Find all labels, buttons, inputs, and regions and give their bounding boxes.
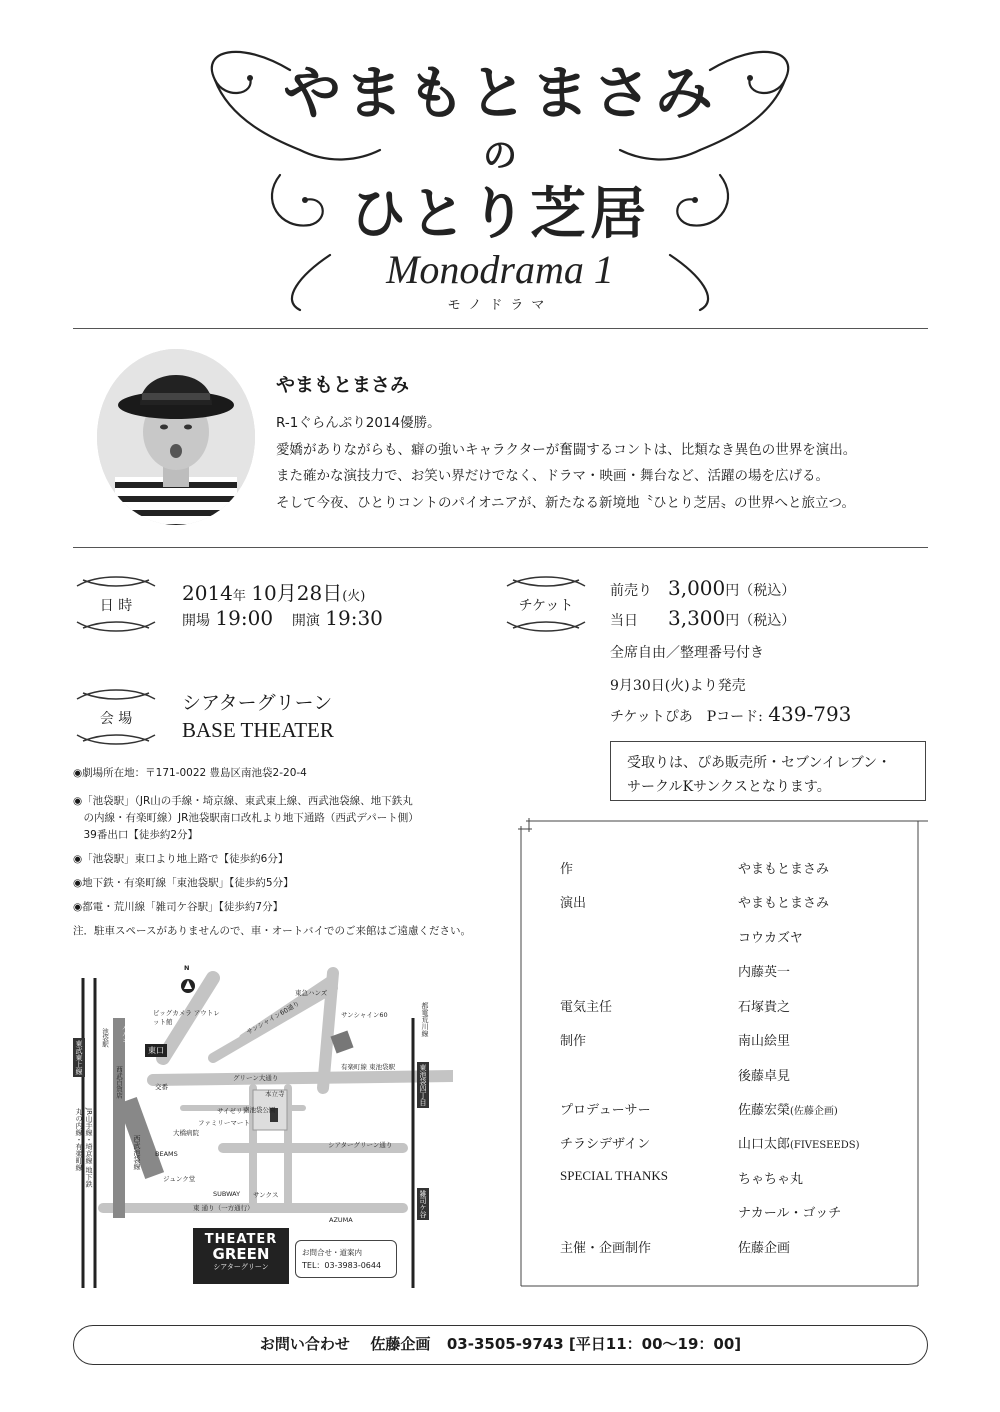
map-higashi-ikebukuro: 有楽町線 東池袋駅 [341,1063,396,1071]
map-higashi-4: 東池袋四丁目 [419,1064,427,1106]
date-day: (火) [342,589,366,604]
access-line-2: ◉「池袋駅」（JR山の手線・埼京線、東武東上線、西武池袋線、地下鉄丸 [73,795,413,807]
label-ticket-text: チケット [518,598,574,614]
map-jr-lines: JR山手線・埼京線 地下鉄丸の内線・有楽町線 [75,1108,93,1188]
map-contact-box [295,1240,397,1278]
divider-middle [73,547,928,548]
ticket-door [610,606,795,630]
footer-label: お問い合わせ [259,1335,350,1353]
map-east-exit: 東口 [145,1044,167,1057]
ticket-release: 9月30日(火)より発売 [610,678,746,694]
advance-label: 前売り [610,583,652,599]
map-toden: 都電荒川線 [421,1002,429,1037]
title-line-2: の [483,136,517,176]
footer-contact [73,1325,928,1365]
credit-name-5: 石塚貴之 [738,1000,791,1015]
date-year-unit: 年 [232,589,246,604]
credit-name-9-text: 山口太郎 [738,1137,791,1152]
credit-role-8: プロデューサー [560,1103,651,1118]
open-label: 開場 [182,613,210,629]
access-line-5: ◉「池袋駅」東口より地上路で【徒歩約6分】 [73,853,289,865]
map-seibu-line: 西武池袋線 [133,1135,141,1170]
bio-line-4: そして今夜、ひとりコントのパイオニアが、新たなる新境地〝ひとり芝居〟の世界へと旅立つ。 [276,495,856,511]
access-line-1: ◉劇場所在地：〒171-0022 豊島区南池袋2-20-4 [73,767,307,779]
map-tobu-tojo: 東武東上線 [75,1040,83,1075]
title-line-1: やまもとまさみ [282,59,717,127]
subtitle-en: Monodrama 1 [386,247,614,292]
credit-name-1: やまもとまさみ [738,862,830,877]
credit-note-8: (佐藤企画) [790,1106,838,1117]
credit-name-2: やまもとまさみ [738,896,830,911]
credit-role-6: 制作 [560,1034,587,1049]
advance-unit: 円（税込） [725,583,796,599]
logo-kana: シアターグリーン [213,1263,269,1271]
ticket-advance [610,576,795,600]
label-schedule [73,576,159,632]
door-price: 3,300 [668,606,726,630]
access-line-4: 39番出口【徒歩約2分】 [73,829,199,841]
map-contact-tel: TEL：03-3983-0644 [302,1261,382,1270]
map-koban: 交番 [155,1083,168,1091]
performer-photo [95,347,257,527]
date-md: 10月28日 [251,581,343,605]
credit-note-9: (FIVESEEDS) [790,1140,860,1151]
map-parco: パルコ [121,1024,129,1044]
map-sunshine60: サンシャイン60 [341,1011,388,1019]
access-line-6: ◉地下鉄・有楽町線「東池袋駅」【徒歩約5分】 [73,877,294,889]
venue-name-en: BASE THEATER [182,718,334,742]
door-label: 当日 [610,613,638,629]
credit-role-9: チラシデザイン [560,1137,651,1152]
bio-line-3: また確かな演技力で、お笑い界だけでなく、ドラマ・映画・舞台など、活躍の場を広げる。 [276,468,829,484]
credit-role-2: 演出 [560,896,587,911]
pickup-line-1: 受取りは、ぴあ販売所・セブンイレブン・ [627,755,892,771]
door-unit: 円（税込） [725,613,796,629]
ticket-pia [610,702,851,726]
logo-line-1: THEATER [204,1232,278,1247]
map-beams: BEAMS [155,1150,178,1158]
footer-phone: 03-3505-9743 [446,1335,564,1353]
event-times [182,606,383,630]
map-tokyu-hands: 東急ハンズ [295,989,328,997]
map-zoshigaya: 雑司ケ谷 [419,1190,427,1218]
date-year: 2014 [182,581,233,605]
start-label: 開演 [291,613,320,629]
map-contact-title: お問合せ・道案内 [302,1248,362,1257]
credit-name-11: ナカール・ゴッチ [738,1206,842,1221]
map-familymart: ファミリーマート [198,1119,250,1127]
logo-line-2: GREEN [212,1245,270,1263]
pickup-line-2: サークルKサンクスとなります。 [627,779,831,795]
map-azuma: AZUMA [329,1216,353,1224]
credit-name-6: 南山絵里 [738,1034,791,1049]
credit-name-7: 後藤卓見 [738,1069,791,1084]
bio-line-2: 愛嬌がありながらも、癖の強いキャラクターが奮闘するコントは、比類なき異色の世界を演出。 [276,442,857,458]
bio-line-1: R-1ぐらんぷり2014優勝。 [276,415,441,431]
map-east-st: 東 通り（一方通行） [193,1204,254,1212]
credit-name-8 [738,1099,838,1118]
theater-green-logo [193,1228,289,1284]
pia-label: チケットぴあ Pコード: [610,709,763,725]
map-honryuji: 本立寺 [265,1090,285,1098]
ticket-seating: 全席自由／整理番号付き [610,645,764,661]
credit-name-3: コウカズヤ [738,931,803,946]
credit-name-8-text: 佐藤宏榮 [738,1103,791,1118]
open-time: 19:00 [215,606,274,630]
map-green-ave: グリーン大通り [233,1074,279,1082]
map-bic-camera: ビッグカメラ アウトレット館 [153,1009,220,1026]
pia-code: 439-793 [768,702,852,726]
map-theatergreen-st: シアターグリーン通り [328,1141,393,1149]
footer-hours: [平日11：00～19：00] [568,1335,742,1353]
access-line-7: ◉都電・荒川線「雑司ケ谷駅」【徒歩約7分】 [73,901,284,913]
credit-name-9 [738,1133,860,1152]
credits-frame [518,818,928,1288]
map-ohashi: 大橋病院 [173,1129,199,1137]
credit-role-1: 作 [560,862,574,877]
credit-name-4: 内藤英一 [738,965,791,980]
map-subway: SUBWAY [213,1190,241,1198]
event-date [182,577,365,606]
map-north: N [184,964,190,972]
credit-name-10: ちゃちゃ丸 [738,1172,804,1187]
label-venue-text: 会 場 [99,711,133,727]
map-saizeria: サイゼリア [217,1107,249,1115]
credit-role-12: 主催・企画制作 [560,1241,652,1256]
performer-name: やまもとまさみ [276,374,410,396]
label-schedule-text: 日 時 [99,598,133,614]
map-ikebukuro-stn: 池袋駅 [101,1028,109,1048]
map-seibu: 西武百貨店 [115,1066,123,1099]
map-junkudo: ジュンク堂 [163,1175,196,1183]
map-park: 南池袋公園 [243,1106,276,1114]
label-ticket [503,576,589,632]
advance-price: 3,000 [668,576,726,600]
map-sunkus: サンクス [253,1191,279,1199]
venue-name-ja: シアターグリーン [182,692,333,714]
footer-org: 佐藤企画 [370,1335,431,1353]
divider-top [73,328,928,329]
pickup-box [610,741,926,801]
credit-name-12: 佐藤企画 [738,1241,791,1256]
start-time: 19:30 [325,606,383,630]
access-map [73,958,453,1288]
map-sunshine-st: サンシャイン60通り [245,999,301,1037]
subtitle-kana: モノドラマ [447,298,553,313]
label-venue [73,689,159,745]
access-line-3: の内線・有楽町線）JR池袋駅南口改札より地下通路（西武デパート側） [73,812,419,824]
credit-role-5: 電気主任 [560,1000,613,1015]
access-note: 注．駐車スペースがありませんので、車・オートバイでのご来館はご遠慮ください。 [73,925,472,937]
title-line-3: ひとり芝居 [350,181,650,247]
credit-role-10: SPECIAL THANKS [560,1168,668,1183]
